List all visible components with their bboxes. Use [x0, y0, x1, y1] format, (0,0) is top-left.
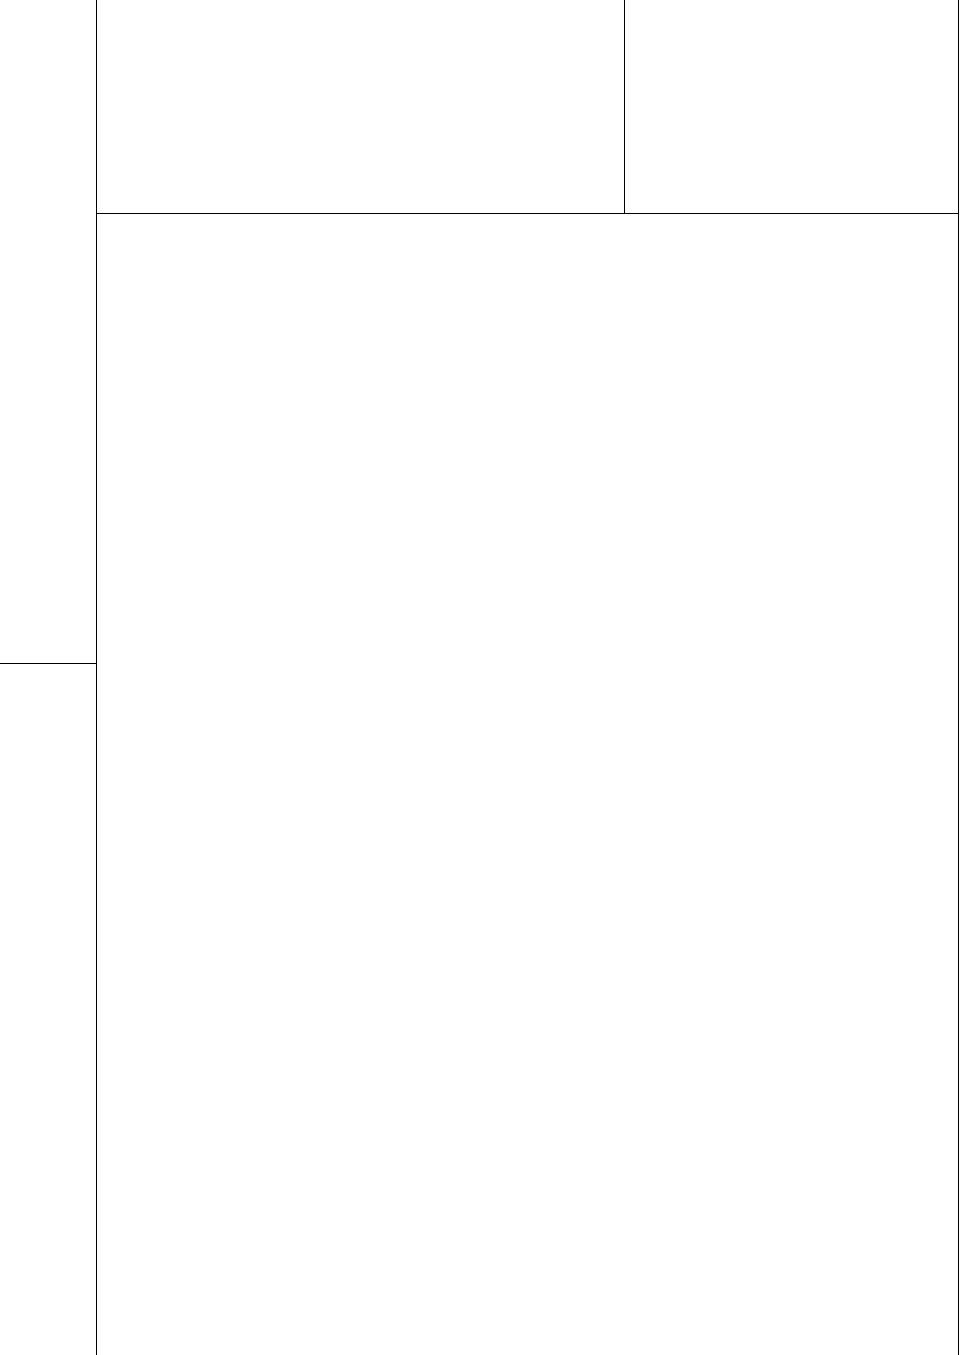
table-border-right: [958, 0, 959, 1355]
table-row-divider: [96, 213, 959, 214]
table-row-divider: [0, 663, 97, 664]
table-border-left: [96, 0, 97, 1355]
table-border-middle: [624, 0, 625, 213]
